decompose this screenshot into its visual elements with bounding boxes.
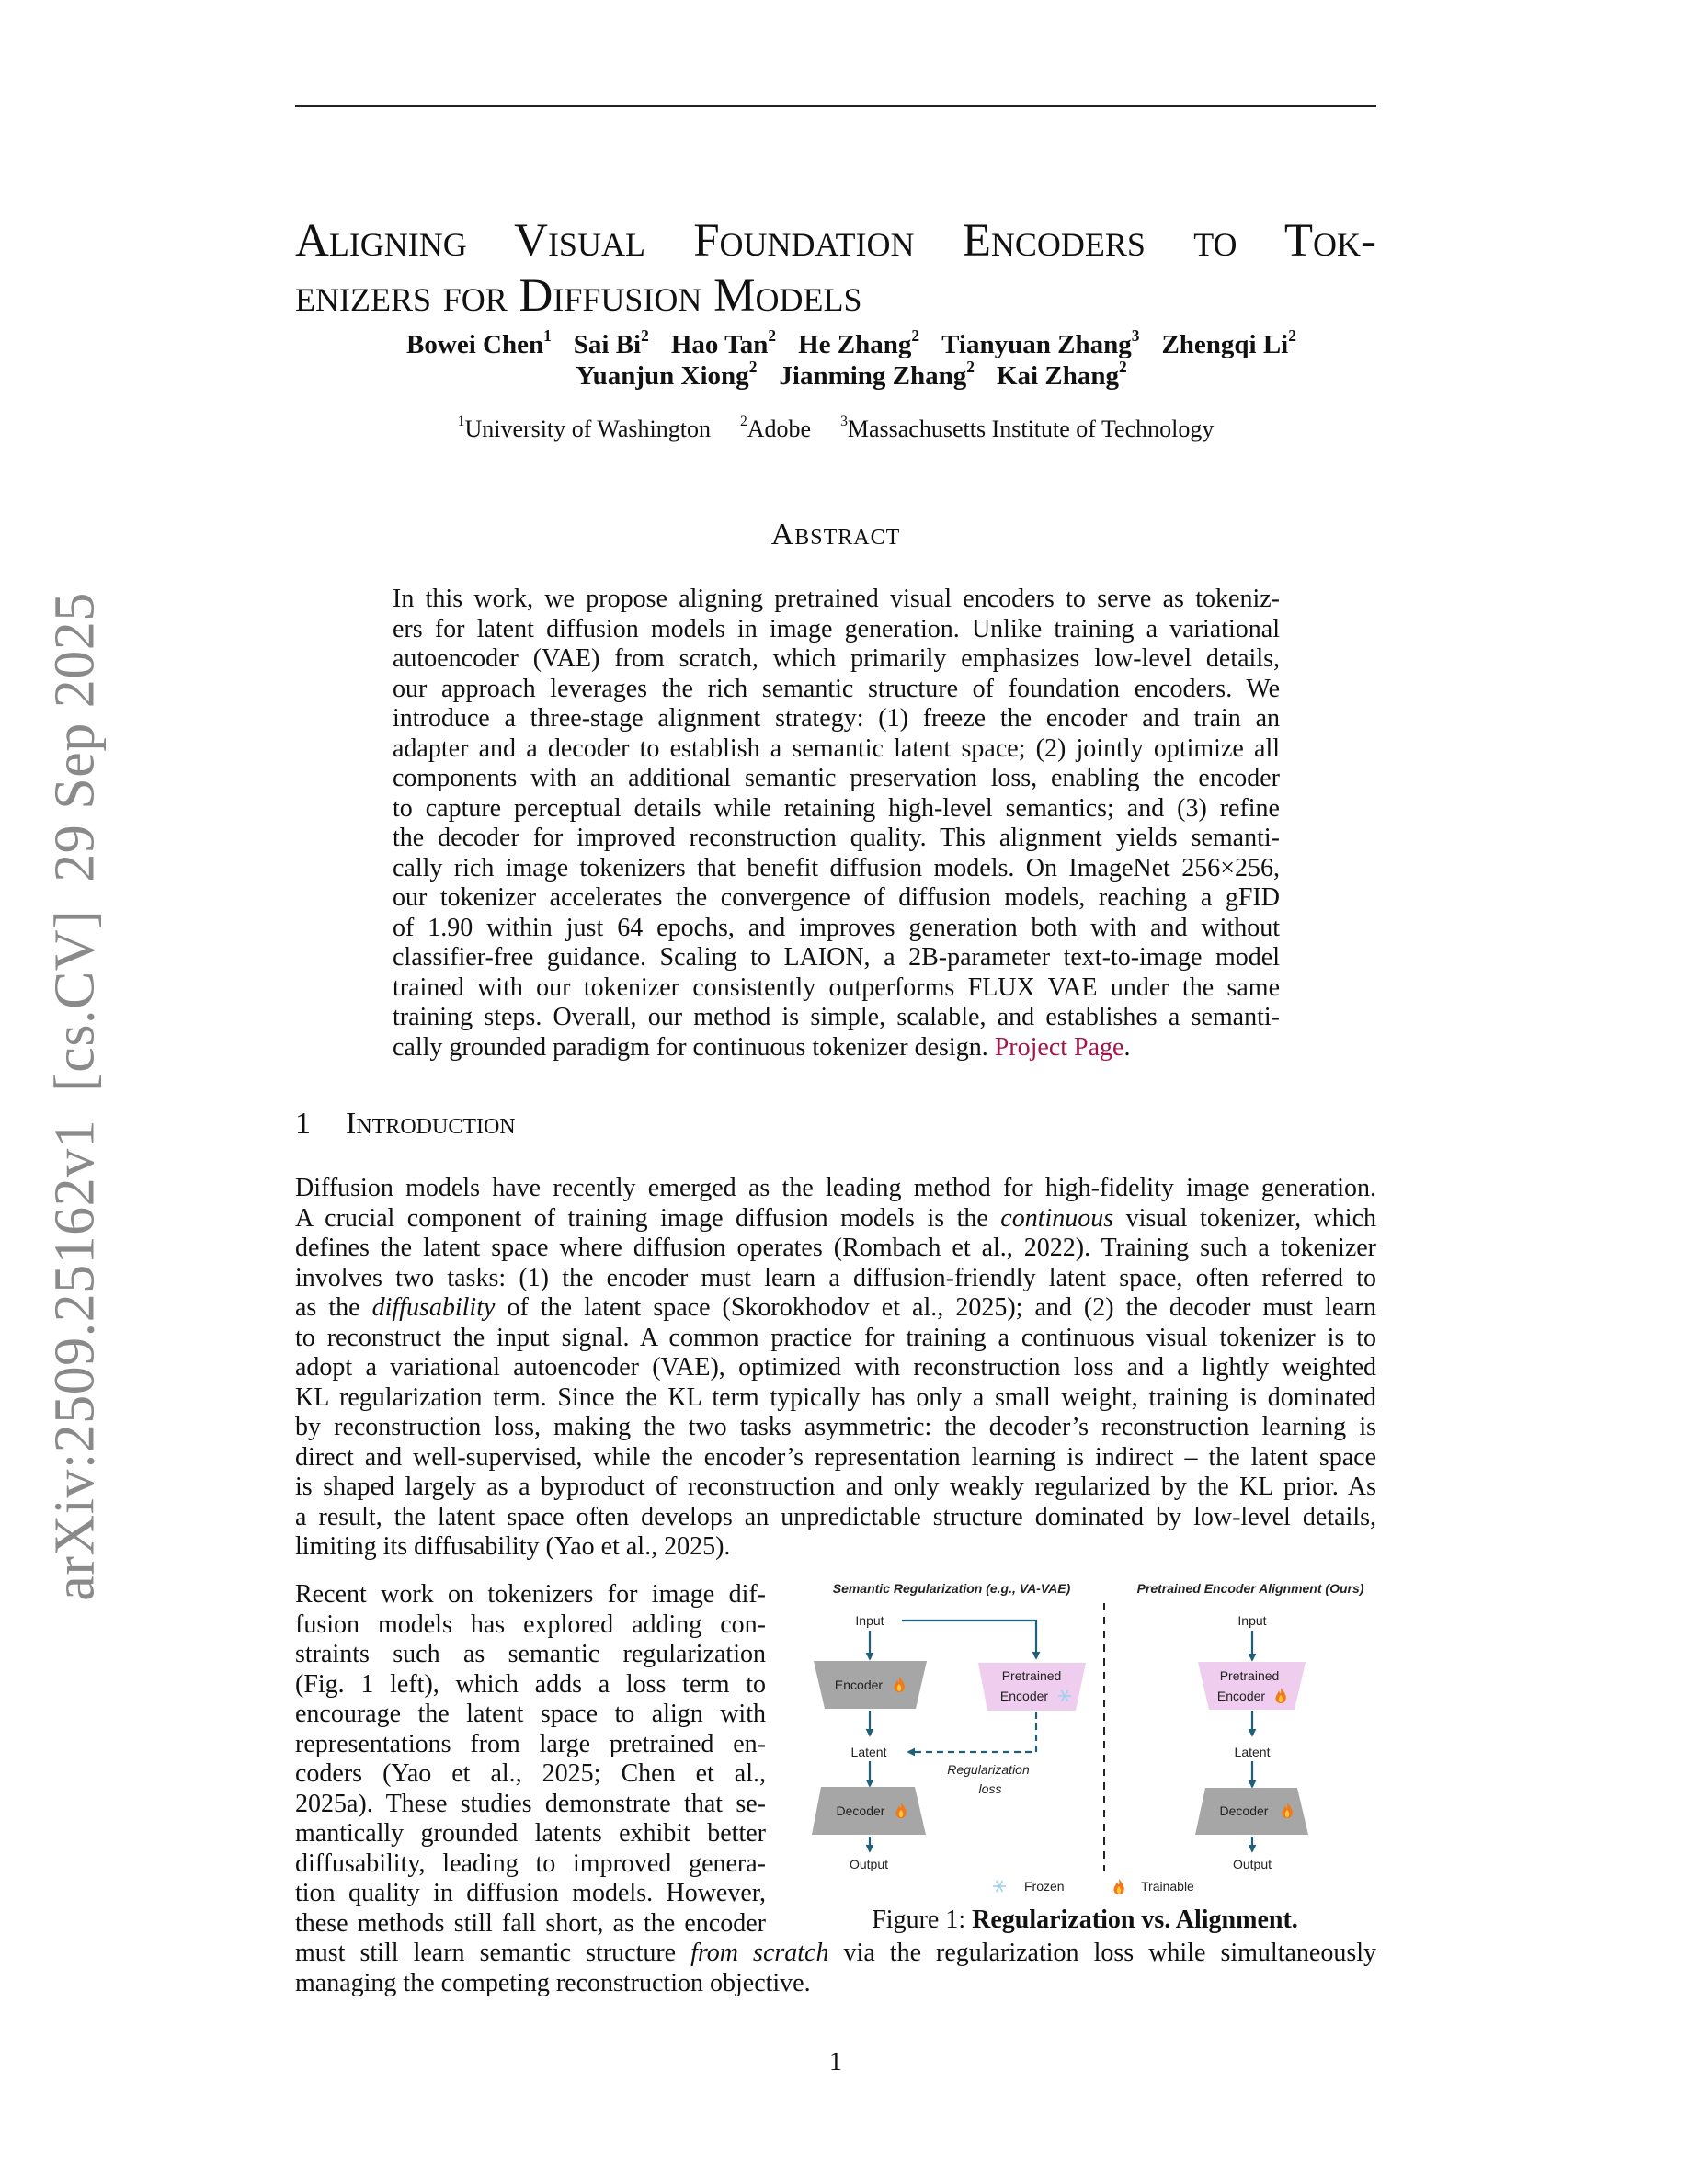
text-line: KL regularization term. Since the KL term typically has only a small weight, training is dominated [295, 1382, 1376, 1412]
author-name: Kai Zhang [996, 361, 1119, 391]
page-number: 1 [829, 2048, 842, 2076]
author [1161, 325, 1296, 359]
text-line: is shaped largely as a byproduct of reconstruction and only weakly regularized by the KL prior. As [295, 1473, 1376, 1501]
author-row [326, 357, 1376, 392]
affiliation [740, 415, 811, 442]
text-line: 2025a). These studies demonstrate that se- [295, 1789, 766, 1818]
affiliation-number: 1 [457, 414, 465, 430]
affiliation-name: University of Washington [464, 415, 711, 442]
emphasis: continuous [1000, 1203, 1114, 1233]
snowflake-icon [993, 1881, 1006, 1892]
text-line: introduce a three-stage alignment strategy: (1) freeze the encoder and train an [393, 704, 1280, 733]
author-name: Jianming Zhang [779, 361, 967, 391]
text-line: direct and well-supervised, while the encoder’s representation learning is indirect – the latent space [295, 1442, 1376, 1472]
text-line: limiting its diffusability (Yao et al., 2025). [295, 1532, 731, 1561]
abstract-heading: Abstract [770, 518, 901, 552]
text-line: to reconstruct the input signal. A common practice for training a continuous visual tokenizer is to [295, 1323, 1376, 1352]
text-line: autoencoder (VAE) from scratch, which primarily emphasizes low-level details, [393, 644, 1280, 673]
author [573, 325, 649, 359]
author [996, 357, 1127, 391]
text-line: our tokenizer accelerates the convergence of diffusion models, reaching a gFID [393, 883, 1280, 912]
arxiv-id: arXiv:2509.25162v1 [43, 1119, 107, 1601]
regularization-loss-arrow [908, 1712, 1036, 1752]
affiliation-number: 2 [739, 414, 747, 430]
caption-title: Regularization vs. Alignment. [972, 1905, 1298, 1934]
author-affiliation-mark: 2 [966, 357, 975, 376]
right-latent-label: Latent [1234, 1745, 1271, 1759]
text-line: components with an additional semantic preservation loss, enabling the encoder [393, 764, 1280, 792]
title-line-2: enizers for Diffusion Models [295, 270, 862, 322]
author [779, 357, 975, 391]
author-affiliation-mark: 2 [768, 325, 777, 345]
encoder-label: Encoder [834, 1678, 884, 1692]
affiliations [295, 415, 1376, 443]
text-line: our approach leverages the rich semantic structure of foundation encoders. We [393, 674, 1280, 703]
pretrained-label-2: Encoder [999, 1689, 1049, 1703]
section-number: 1 [295, 1107, 311, 1141]
text-line: adapter and a decoder to establish a semantic latent space; (2) jointly optimize all [393, 734, 1280, 763]
text-line: straints such as semantic regularization [295, 1640, 766, 1668]
text-line: these methods still fall short, as the encoder [295, 1908, 766, 1938]
text-line: In this work, we propose aligning pretrained visual encoders to serve as tokeniz- [393, 585, 1280, 613]
author-name: Hao Tan [670, 330, 769, 359]
text-line: fusion models has explored adding con- [295, 1610, 766, 1639]
author-name: Tianyuan Zhang [941, 330, 1132, 359]
text-line [393, 1033, 1280, 1064]
emphasis: diffusability [371, 1293, 496, 1322]
left-latent-label: Latent [850, 1745, 887, 1759]
affiliation-name: Adobe [747, 415, 812, 442]
text-segment: as the [295, 1293, 372, 1322]
affiliation-name: Massachusetts Institute of Technology [847, 415, 1215, 442]
author-name: Yuanjun Xiong [576, 361, 749, 391]
arxiv-date: 29 Sep 2025 [43, 592, 107, 882]
text-line: involves two tasks: (1) the encoder must learn a diffusion-friendly latent space, often referred to [295, 1263, 1376, 1292]
author [941, 325, 1140, 359]
abstract-body [393, 585, 1280, 1063]
text-line: the decoder for improved reconstruction quality. This alignment yields semanti- [393, 824, 1280, 852]
text-line: a result, the latent space often develops an unpredictable structure dominated by low-level details, [295, 1502, 1376, 1531]
author [670, 325, 777, 359]
text-line: cally rich image tokenizers that benefit diffusion models. On ImageNet 256×256, [393, 853, 1280, 882]
text-line: to capture perceptual details while retaining high-level semantics; and (3) refine [393, 793, 1280, 823]
title-line-1: Aligning Visual Foundation Encoders to Tok- [295, 215, 1376, 267]
text-line: Diffusion models have recently emerged as the leading method for high-fidelity image generation. [295, 1174, 1376, 1202]
text-line: representations from large pretrained en- [295, 1729, 766, 1758]
fire-icon [1113, 1879, 1123, 1894]
text-line [295, 1293, 1376, 1324]
affiliation [840, 415, 1214, 442]
text-line: trained with our tokenizer consistently outperforms FLUX VAE under the same [393, 973, 1280, 1002]
author-list [295, 325, 1376, 392]
pretrained-label-1: Pretrained [1219, 1668, 1280, 1683]
left-panel-title: Semantic Regularization (e.g., VA-VAE) [832, 1581, 1071, 1596]
text-line: ers for latent diffusion models in image generation. Unlike training a variational [393, 614, 1280, 643]
text-segment: via the regularization loss while simultaneously [828, 1939, 1377, 1967]
text-segment: visual tokenizer, which [1113, 1203, 1376, 1233]
text-line: mantically grounded latents exhibit better [295, 1819, 766, 1848]
text-line: coders (Yao et al., 2025; Chen et al., [295, 1759, 766, 1788]
text-line: adopt a variational autoencoder (VAE), optimized with reconstruction loss and a lightly weighted [295, 1353, 1376, 1382]
section-heading [295, 1107, 516, 1142]
author-name: Bowei Chen [406, 330, 544, 359]
text-segment: cally grounded paradigm for continuous tokenizer design. [393, 1032, 995, 1062]
input-to-pretrained-arrow [902, 1621, 1036, 1658]
decoder-label: Decoder [1219, 1803, 1269, 1818]
legend-frozen: Frozen [1024, 1879, 1065, 1894]
legend-trainable: Trainable [1141, 1879, 1194, 1894]
author-affiliation-mark: 3 [1131, 325, 1140, 345]
text-segment: must still learn semantic structure [295, 1939, 691, 1967]
text-line: managing the competing reconstruction objective. [295, 1968, 811, 1997]
text-line: diffusability, leading to improved genera- [295, 1848, 766, 1878]
affiliation-number: 3 [840, 414, 848, 430]
paper-title [295, 213, 1376, 324]
author-name: Sai Bi [573, 330, 642, 359]
left-output-label: Output [849, 1857, 889, 1871]
text-line [295, 1204, 1376, 1234]
author-affiliation-mark: 2 [1118, 357, 1127, 376]
pretrained-label-1: Pretrained [1001, 1668, 1062, 1683]
project-page-link[interactable]: Project Page [994, 1032, 1124, 1062]
figure-1-diagram [800, 1563, 1370, 1901]
author-affiliation-mark: 2 [911, 325, 920, 345]
text-line [295, 1939, 1376, 1969]
author [576, 357, 758, 391]
author-name: He Zhang [798, 330, 912, 359]
right-panel-title: Pretrained Encoder Alignment (Ours) [1136, 1581, 1364, 1596]
author [798, 325, 920, 359]
author [406, 325, 552, 359]
text-segment: . [1123, 1032, 1131, 1062]
header-rule [295, 105, 1376, 107]
arxiv-stamp [43, 564, 108, 1600]
arxiv-category: [cs.CV] [43, 909, 107, 1092]
right-input-label: Input [1237, 1613, 1267, 1628]
text-line: of 1.90 within just 64 epochs, and improves generation both with and without [393, 913, 1280, 942]
text-line: Recent work on tokenizers for image dif- [295, 1580, 766, 1609]
text-segment: A crucial component of training image diffusion models is the [295, 1203, 1001, 1233]
text-line: defines the latent space where diffusion operates (Rombach et al., 2022). Training such a tokenizer [295, 1234, 1376, 1262]
author-affiliation-mark: 1 [543, 325, 552, 345]
wrapped-paragraph [295, 1580, 766, 1939]
intro-paragraph [295, 1174, 1376, 1563]
author-affiliation-mark: 2 [1288, 325, 1296, 345]
reg-loss-label-2: loss [978, 1781, 1002, 1796]
right-output-label: Output [1232, 1857, 1272, 1871]
decoder-label: Decoder [836, 1803, 885, 1818]
text-segment: of the latent space (Skorokhodov et al., 2025); and (2) the decoder must learn [495, 1293, 1376, 1322]
reg-loss-label-1: Regularization [947, 1762, 1030, 1777]
author-name: Zhengqi Li [1161, 330, 1289, 359]
left-input-label: Input [855, 1613, 884, 1628]
wrapped-paragraph-end [295, 1939, 1376, 1998]
author-row [326, 325, 1376, 360]
text-line: encourage the latent space to align with [295, 1700, 766, 1728]
text-line: by reconstruction loss, making the two tasks asymmetric: the decoder’s reconstruction learning is [295, 1413, 1376, 1441]
text-line: tion quality in diffusion models. However, [295, 1879, 766, 1907]
text-line: (Fig. 1 left), which adds a loss term to [295, 1669, 766, 1699]
author-affiliation-mark: 2 [748, 357, 758, 376]
pretrained-label-2: Encoder [1216, 1689, 1266, 1703]
emphasis: from scratch [690, 1939, 829, 1967]
author-affiliation-mark: 2 [641, 325, 649, 345]
section-title: Introduction [346, 1107, 516, 1141]
figure-caption [800, 1905, 1370, 1935]
caption-prefix: Figure 1: [872, 1905, 973, 1934]
affiliation [458, 415, 711, 442]
text-line: training steps. Overall, our method is simple, scalable, and establishes a semanti- [393, 1003, 1280, 1031]
text-line: classifier-free guidance. Scaling to LAION, a 2B-parameter text-to-image model [393, 943, 1280, 972]
